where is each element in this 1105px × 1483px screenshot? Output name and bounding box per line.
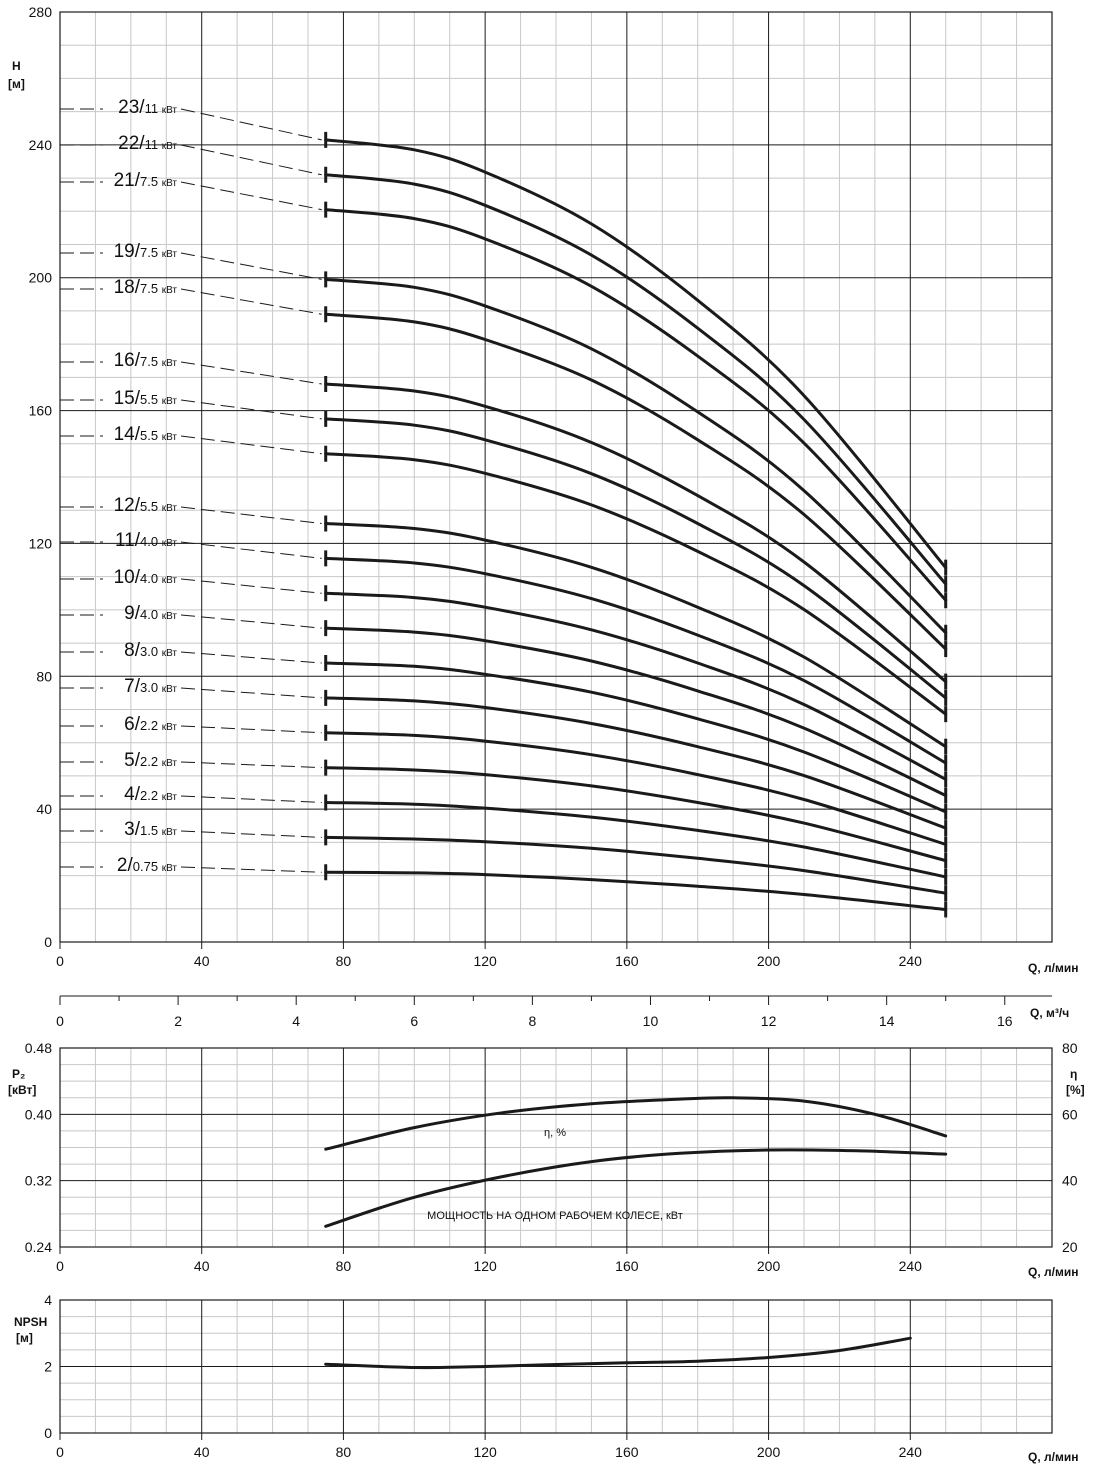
- m3h-tick-label: 16: [996, 1013, 1013, 1029]
- power-curve-label: МОЩНОСТЬ НА ОДНОМ РАБОЧЕМ КОЛЕСЕ, кВт: [427, 1210, 683, 1222]
- npsh-y-tick-label: 0: [44, 1425, 52, 1441]
- stage-power: 2.2: [140, 754, 162, 769]
- npsh-x-axis-title: Q, л/мин: [1028, 1450, 1079, 1464]
- stage-unit: кВт: [161, 863, 177, 874]
- m3h-tick-label: 4: [292, 1013, 301, 1029]
- head-x-axis-title: Q, л/мин: [1028, 961, 1079, 975]
- head-curve: [326, 837, 946, 893]
- stage-power: 4.0: [140, 571, 162, 586]
- power-y-left-tick-label: 0.40: [24, 1106, 52, 1123]
- stage-count: 3/: [124, 819, 141, 840]
- m3h-tick-label: 10: [642, 1013, 659, 1029]
- stage-unit: кВт: [161, 538, 177, 549]
- npsh-y-tick-label: 4: [44, 1292, 52, 1308]
- npsh-x-tick-label: 40: [193, 1444, 210, 1460]
- m3h-axis-title: Q, м³/ч: [1030, 1006, 1070, 1020]
- stage-count: 6/: [124, 714, 141, 735]
- stage-power: 11: [144, 101, 162, 116]
- head-curve: [326, 384, 946, 682]
- power-x-tick-label: 160: [615, 1258, 639, 1274]
- power-y-left-tick-label: 0.48: [24, 1040, 52, 1056]
- m3h-tick-label: 14: [878, 1013, 895, 1029]
- stage-label: [124, 819, 177, 840]
- stage-count: 21/: [113, 170, 141, 191]
- m3h-tick-label: 8: [528, 1013, 537, 1029]
- stage-unit: кВт: [161, 684, 177, 695]
- stage-label: [114, 170, 178, 191]
- stage-unit: кВт: [161, 141, 177, 152]
- power-y-right-axis-title: η: [1070, 1067, 1078, 1081]
- stage-power: 11: [144, 137, 162, 152]
- stage-label: [114, 567, 178, 588]
- npsh-x-tick-label: 0: [56, 1444, 64, 1460]
- stage-unit: кВт: [161, 722, 177, 733]
- stage-unit: кВт: [161, 575, 177, 586]
- power-y-right-tick-label: 60: [1062, 1106, 1078, 1123]
- power-y-left-tick-label: 0.32: [24, 1172, 52, 1189]
- head-y-tick-label: 160: [28, 402, 52, 419]
- stage-count: 16/: [113, 350, 141, 371]
- power-y-right-tick-label: 20: [1062, 1239, 1078, 1255]
- head-y-tick-label: 280: [28, 4, 52, 20]
- stage-count: 22/: [118, 133, 145, 154]
- stage-power: 5.5: [140, 499, 162, 514]
- stage-count: 4/: [124, 784, 141, 805]
- stage-power: 7.5: [140, 281, 162, 296]
- head-x-tick-label: 160: [615, 953, 639, 969]
- power-x-tick-label: 120: [473, 1258, 497, 1274]
- head-y-tick-label: 80: [36, 668, 52, 685]
- stage-count: 9/: [124, 603, 141, 624]
- stage-unit: кВт: [161, 758, 177, 769]
- stage-unit: кВт: [161, 358, 177, 369]
- stage-power: 7.5: [140, 245, 162, 260]
- stage-power: 2.2: [140, 788, 162, 803]
- stage-unit: кВт: [161, 611, 177, 622]
- stage-power: 5.5: [140, 428, 162, 443]
- stage-count: 11/: [115, 530, 141, 551]
- stage-label: [124, 603, 177, 624]
- power-x-tick-label: 240: [898, 1258, 922, 1274]
- stage-label: [124, 676, 177, 697]
- npsh-x-tick-label: 120: [473, 1444, 497, 1460]
- stage-count: 15/: [113, 388, 141, 409]
- npsh-x-tick-label: 80: [335, 1444, 352, 1460]
- stage-power: 0.75: [132, 859, 162, 874]
- head-x-tick-label: 40: [193, 953, 210, 969]
- stage-label: [117, 855, 177, 876]
- stage-unit: кВт: [161, 249, 177, 260]
- stage-label: [115, 530, 177, 551]
- npsh-y-tick-label: 2: [44, 1358, 52, 1375]
- stage-count: 5/: [124, 750, 141, 771]
- m3h-tick-label: 2: [174, 1013, 182, 1029]
- stage-unit: кВт: [161, 432, 177, 443]
- npsh-curve: [326, 1338, 911, 1367]
- head-curve: [326, 140, 946, 568]
- stage-power: 7.5: [140, 174, 162, 189]
- head-x-tick-label: 120: [473, 953, 497, 969]
- m3h-tick-label: 6: [410, 1013, 419, 1029]
- stage-count: 12/: [113, 495, 141, 516]
- stage-label: [114, 424, 178, 445]
- head-y-tick-label: 200: [28, 269, 52, 286]
- stage-label: [114, 495, 178, 516]
- stage-unit: кВт: [161, 648, 177, 659]
- stage-unit: кВт: [161, 503, 177, 514]
- m3h-tick-label: 0: [56, 1013, 64, 1029]
- power-y-left-axis-title: P₂: [12, 1067, 26, 1081]
- head-y-axis-unit: [м]: [8, 77, 25, 91]
- npsh-panel: [14, 1292, 1078, 1464]
- power-x-axis-title: Q, л/мин: [1028, 1265, 1079, 1279]
- power-y-left-axis-unit: [кВт]: [8, 1083, 37, 1097]
- power-y-right-tick-label: 80: [1062, 1040, 1078, 1056]
- stage-count: 10/: [113, 567, 141, 588]
- power-x-tick-label: 40: [193, 1258, 210, 1274]
- power-x-tick-label: 0: [56, 1258, 64, 1274]
- head-y-axis-title: H: [12, 59, 21, 73]
- stage-count: 8/: [124, 640, 141, 661]
- head-y-tick-label: 240: [28, 136, 52, 153]
- stage-power: 7.5: [140, 354, 162, 369]
- stage-count: 14/: [113, 424, 141, 445]
- stage-power: 2.2: [140, 718, 162, 733]
- stage-count: 19/: [113, 241, 141, 262]
- power-efficiency-panel: [8, 1040, 1085, 1279]
- stage-unit: кВт: [161, 792, 177, 803]
- stage-label: [118, 97, 177, 118]
- m3h-tick-label: 12: [760, 1013, 777, 1029]
- head-x-tick-label: 80: [335, 953, 352, 969]
- head-curve: [326, 210, 946, 601]
- stage-unit: кВт: [161, 396, 177, 407]
- stage-power: 3.0: [140, 644, 162, 659]
- stage-unit: кВт: [161, 105, 177, 116]
- head-y-tick-label: 120: [28, 535, 52, 552]
- npsh-x-tick-label: 200: [756, 1444, 781, 1460]
- power-y-right-tick-label: 40: [1062, 1172, 1078, 1189]
- npsh-x-tick-label: 160: [615, 1444, 639, 1460]
- stage-count: 23/: [118, 97, 145, 118]
- npsh-x-tick-label: 240: [898, 1444, 922, 1460]
- stage-power: 4.0: [140, 534, 162, 549]
- stage-unit: кВт: [161, 285, 177, 296]
- head-y-tick-label: 0: [44, 934, 52, 950]
- efficiency-curve-label: η, %: [543, 1127, 567, 1139]
- head-x-tick-label: 240: [898, 953, 922, 969]
- npsh-y-axis-title: NPSH: [14, 1315, 48, 1329]
- stage-label: [118, 133, 177, 154]
- stage-label: [124, 750, 177, 771]
- stage-power: 5.5: [140, 392, 162, 407]
- head-panel: [8, 4, 1078, 975]
- head-x-tick-label: 200: [756, 953, 781, 969]
- power-x-tick-label: 80: [335, 1258, 352, 1274]
- head-curve: [326, 279, 946, 632]
- stage-unit: кВт: [161, 827, 177, 838]
- head-y-tick-label: 40: [36, 801, 52, 818]
- efficiency-curve: [326, 1098, 946, 1150]
- stage-count: 7/: [124, 676, 141, 697]
- stage-label: [114, 350, 178, 371]
- power-x-tick-label: 200: [756, 1258, 781, 1274]
- stage-label: [124, 784, 177, 805]
- stage-power: 3.0: [140, 680, 162, 695]
- stage-count: 2/: [116, 855, 133, 876]
- power-y-left-tick-label: 0.24: [24, 1239, 52, 1255]
- npsh-y-axis-unit: [м]: [16, 1331, 33, 1345]
- power-y-right-axis-unit: [%]: [1066, 1083, 1085, 1097]
- stage-count: 18/: [113, 277, 141, 298]
- stage-power: 4.0: [140, 607, 162, 622]
- stage-label: [124, 714, 177, 735]
- flow-m3h-axis: [56, 996, 1069, 1029]
- stage-unit: кВт: [161, 178, 177, 189]
- head-x-tick-label: 0: [56, 953, 64, 969]
- stage-power: 1.5: [140, 823, 162, 838]
- stage-label: [114, 277, 178, 298]
- stage-label: [114, 388, 178, 409]
